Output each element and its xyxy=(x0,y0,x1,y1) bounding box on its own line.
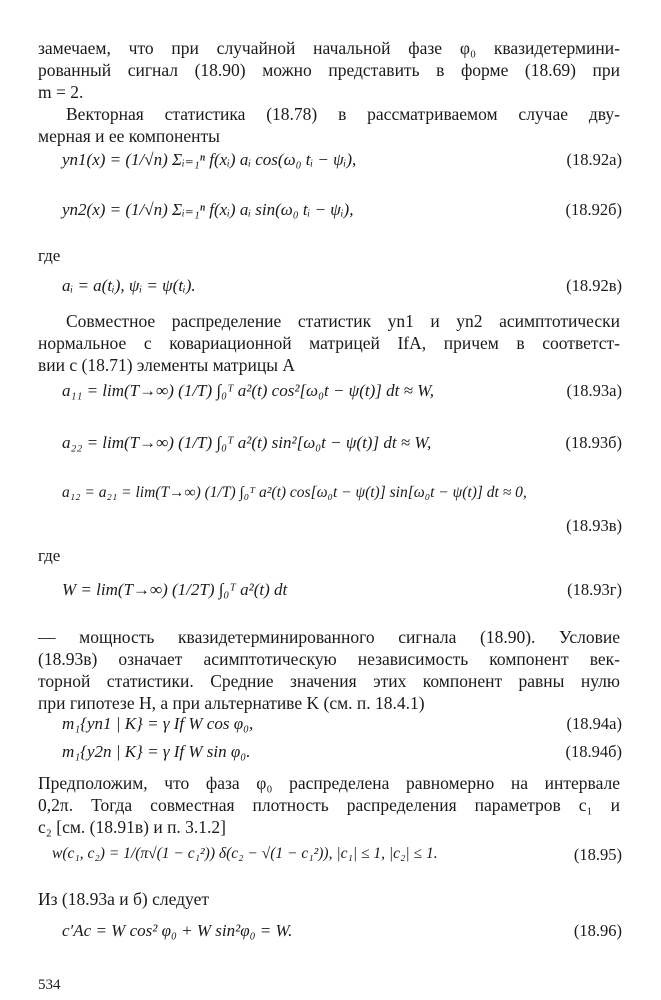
text-line: Векторная статистика (18.78) в рассматриваемом случае дву- xyxy=(66,104,620,124)
equation-formula: c′Ac = W cos² φ₀ + W sin²φ₀ = W. xyxy=(62,921,293,940)
equation-18-93v xyxy=(62,484,622,540)
paragraph-uniform-phase xyxy=(38,772,620,838)
equation-formula: aᵢ = a(tᵢ), ψᵢ = ψ(tᵢ). xyxy=(62,276,196,295)
equation-number: (18.92a) xyxy=(566,150,622,169)
equation-number: (18.93в) xyxy=(566,516,622,535)
equation-formula: a₁₂ = a₂₁ = lim(T→∞) (1/T) ∫₀ᵀ a²(t) cos[ω₀t − ψ(t)] sin[ω₀t − ψ(t)] dt ≈ 0, xyxy=(62,484,527,501)
where-label: где xyxy=(38,546,61,565)
text-line: мерная и ее компоненты xyxy=(38,126,220,146)
text-line: c₂ [см. (18.91в) и п. 3.1.2] xyxy=(38,817,227,837)
text-line: (18.93в) означает асимптотическую независимость компонент век- xyxy=(38,649,620,669)
equation-18-93g xyxy=(62,580,622,610)
equation-number: (18.92в) xyxy=(566,276,622,295)
text-line: рованный сигнал (18.90) можно представить в форме (18.69) при xyxy=(38,60,620,80)
text-line: Предположим, что фаза φ₀ распределена равномерно на интервале xyxy=(38,773,620,793)
equation-18-92b xyxy=(62,200,622,230)
paragraph-vector-statistic xyxy=(38,103,620,147)
equation-18-96 xyxy=(62,921,622,951)
text-line: торной статистики. Средние значения этих компонент равны нулю xyxy=(38,671,620,691)
page-number: 534 xyxy=(38,977,61,993)
text-line: вии с (18.71) элементы матрицы A xyxy=(38,355,295,375)
text-line: — мощность квазидетерминированного сигнала (18.90). Условие xyxy=(38,627,620,647)
text-line: Совместное распределение статистик yn1 и yn2 асимптотически xyxy=(66,311,620,331)
equation-formula: m₁{yn1 | K} = γ If W cos φ₀, xyxy=(62,714,254,733)
equation-formula: yn2(x) = (1/√n) Σᵢ₌₁ⁿ f(xᵢ) aᵢ sin(ω₀ tᵢ − ψᵢ), xyxy=(62,200,354,219)
text-line: при гипотезе H, а при альтернативе K (см. п. 18.4.1) xyxy=(38,693,425,713)
equation-formula: W = lim(T→∞) (1/2T) ∫₀ᵀ a²(t) dt xyxy=(62,580,288,599)
equation-formula: yn1(x) = (1/√n) Σᵢ₌₁ⁿ f(xᵢ) aᵢ cos(ω₀ tᵢ − ψᵢ), xyxy=(62,150,357,169)
equation-formula: a₁₁ = lim(T→∞) (1/T) ∫₀ᵀ a²(t) cos²[ω₀t − ψ(t)] dt ≈ W, xyxy=(62,381,435,400)
paragraph-signal-power xyxy=(38,626,620,714)
equation-formula: w(c₁, c₂) = 1/(π√(1 − c₁²)) δ(c₂ − √(1 − c₁²)), |c₁| ≤ 1, |c₂| ≤ 1. xyxy=(52,845,438,862)
paragraph-joint-distribution xyxy=(38,310,620,376)
equation-18-93a xyxy=(62,381,622,411)
equation-number: (18.93б) xyxy=(565,433,622,452)
text-line: 0,2π. Тогда совместная плотность распределения параметров c₁ и xyxy=(38,795,620,815)
equation-number: (18.94б) xyxy=(565,742,622,761)
text-line: замечаем, что при случайной начальной фазе φ₀ квазидетермини- xyxy=(38,38,620,58)
equation-18-92a xyxy=(62,150,622,180)
equation-18-95 xyxy=(52,845,622,875)
paragraph-phase xyxy=(38,37,620,103)
equation-number: (18.95) xyxy=(573,845,622,864)
equation-18-94b xyxy=(62,742,622,772)
equation-formula: m₁{y2n | K} = γ If W sin φ₀. xyxy=(62,742,251,761)
equation-18-94a xyxy=(62,714,622,744)
where-label: где xyxy=(38,246,61,265)
equation-number: (18.96) xyxy=(573,921,622,940)
paragraph-follows: Из (18.93a и б) следует xyxy=(38,889,209,909)
text-line: нормальное с ковариационной матрицей IfA, причем в соответст- xyxy=(38,333,620,353)
equation-18-93b xyxy=(62,433,622,463)
equation-number: (18.92б) xyxy=(565,200,622,219)
equation-number: (18.94a) xyxy=(566,714,622,733)
text-line: m = 2. xyxy=(38,82,84,102)
equation-formula: a₂₂ = lim(T→∞) (1/T) ∫₀ᵀ a²(t) sin²[ω₀t − ψ(t)] dt ≈ W, xyxy=(62,433,432,452)
equation-number: (18.93г) xyxy=(567,580,622,599)
equation-18-92v xyxy=(62,276,622,306)
equation-number: (18.93a) xyxy=(566,381,622,400)
